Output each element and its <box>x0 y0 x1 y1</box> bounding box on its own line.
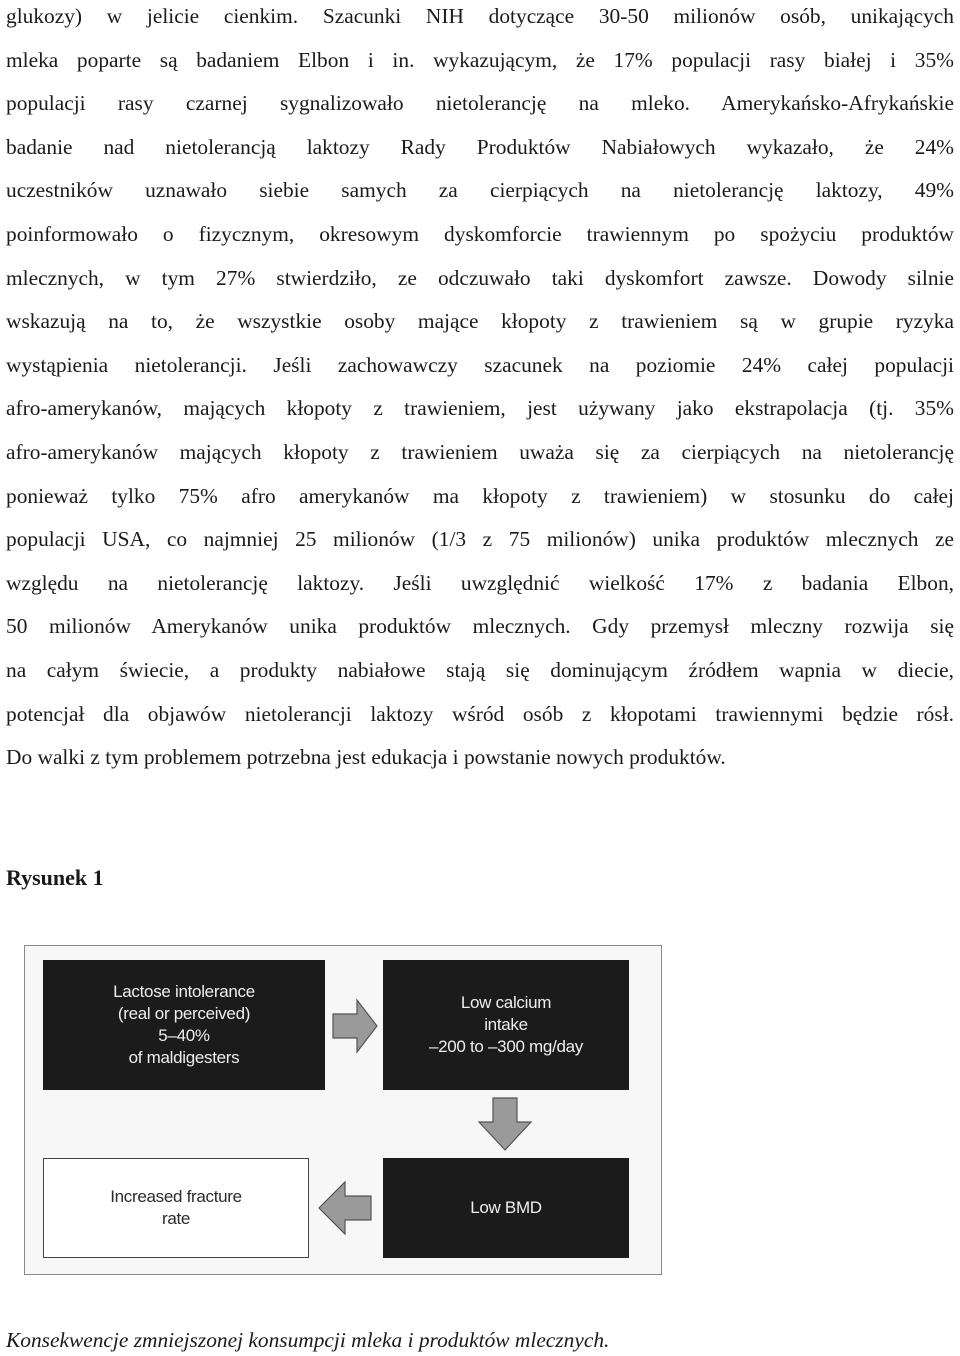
figure-caption: Konsekwencje zmniejszonej konsumpcji mleka i produktów mlecznych. <box>6 1328 610 1352</box>
box-low-bmd-text: Low BMD <box>470 1198 542 1217</box>
arrow-down-icon <box>477 1096 533 1152</box>
paragraph-line: 50 milionów Amerykanów unika produktów mlecznych. Gdy przemysł mleczny rozwija się <box>6 614 954 639</box>
paragraph-line: wskazują na to, że wszystkie osoby mające kłopoty z trawieniem są w grupie ryzyka <box>6 309 954 334</box>
arrow-left-icon <box>317 1180 373 1236</box>
paragraph-line: populacji rasy czarnej sygnalizowało nietolerancję na mleko. Amerykańsko-Afrykańskie <box>6 91 954 116</box>
box-low-calcium <box>383 960 629 1090</box>
paragraph-line: ponieważ tylko 75% afro amerykanów ma kłopoty z trawieniem) w stosunku do całej <box>6 483 954 508</box>
paragraph-line: glukozy) w jelicie cienkim. Szacunki NIH dotyczące 30-50 milionów osób, unikających <box>6 4 954 28</box>
paragraph-line: badanie nad nietolerancją laktozy Rady Produktów Nabiałowych wykazało, że 24% <box>6 134 954 159</box>
paragraph-line: afro-amerykanów, mających kłopoty z trawieniem, jest używany jako ekstrapolacja (tj. 35% <box>6 396 954 421</box>
box-increased-fracture <box>43 1158 309 1258</box>
paragraph-line: populacji USA, co najmniej 25 milionów (1/3 z 75 milionów) unika produktów mlecznych ze <box>6 527 954 552</box>
paragraph-line: wystąpienia nietolerancji. Jeśli zachowawczy szacunek na poziomie 24% całej populacji <box>6 352 954 377</box>
paragraph-line: na całym świecie, a produkty nabiałowe stają się dominującym źródłem wapnia w diecie, <box>6 658 954 682</box>
box-low-bmd <box>383 1158 629 1258</box>
paragraph-line: mleka poparte są badaniem Elbon i in. wykazującym, że 17% populacji rasy białej i 35% <box>6 47 954 72</box>
box-increased-fracture-text: Increased fracture rate <box>110 1187 242 1228</box>
paragraph-line: Do walki z tym problemem potrzebna jest edukacja i powstanie nowych produktów. <box>6 745 726 770</box>
paragraph-line: potencjał dla objawów nietolerancji laktozy wśród osób z kłopotami trawiennymi będzie rósł. <box>6 701 954 726</box>
box-low-calcium-text: Low calcium intake –200 to –300 mg/day <box>428 993 584 1056</box>
paragraph-line: afro-amerykanów mających kłopoty z trawieniem uważa się za cierpiących na nietolerancję <box>6 440 954 464</box>
paragraph-line: poinformowało o fizycznym, okresowym dyskomforcie trawiennym po spożyciu produktów <box>6 222 954 246</box>
figure-heading: Rysunek 1 <box>6 865 104 890</box>
paragraph-line: mlecznych, w tym 27% stwierdziło, ze odczuwało taki dyskomfort zawsze. Dowody silnie <box>6 265 954 290</box>
arrow-right-icon <box>331 998 379 1054</box>
figure-flow-diagram <box>24 945 662 1275</box>
box-lactose-intolerance <box>43 960 325 1090</box>
paragraph-line: względu na nietolerancję laktozy. Jeśli uwzględnić wielkość 17% z badania Elbon, <box>6 570 954 595</box>
paragraph-line: uczestników uznawało siebie samych za cierpiących na nietolerancję laktozy, 49% <box>6 178 954 203</box>
box-lactose-intolerance-text: Lactose intolerance (real or perceived) 5–40% of maldigesters <box>113 982 255 1067</box>
